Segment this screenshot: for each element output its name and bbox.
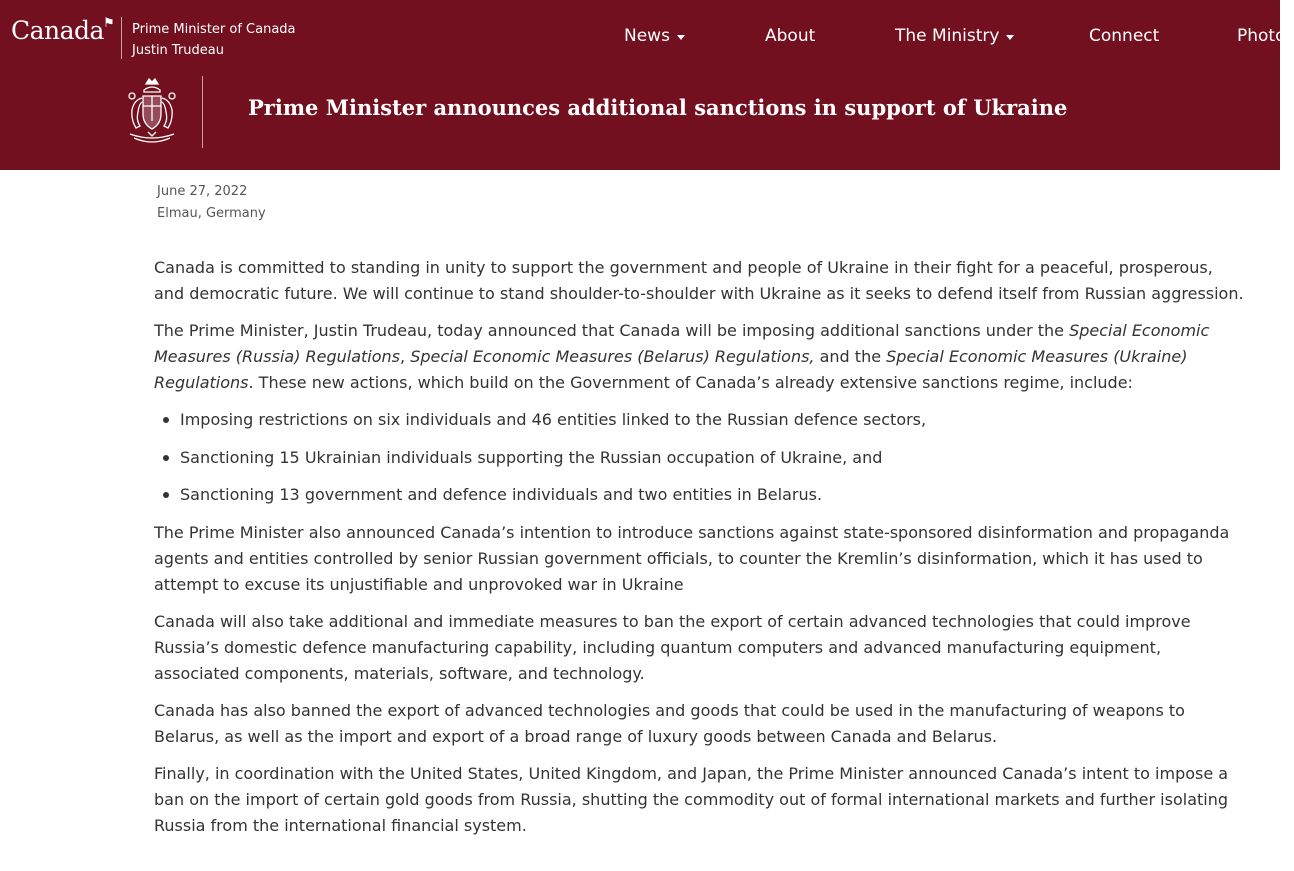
paragraph-gold-ban: Finally, in coordination with the United States, United Kingdom, and Japan, the Prime Minister announced Canada’s intent to impose a ban on the import of certain gold goods from Russia, shutting the commodity out of formal international markets and further isolating Russia from the international financial system. bbox=[154, 763, 1229, 835]
announcement-lead: The Prime Minister, Justin Trudeau, today announced that Canada will be imposing additional sanctions under the bbox=[154, 321, 1070, 340]
nav-connect[interactable] bbox=[1089, 24, 1159, 48]
paragraph-export-ban: Canada will also take additional and immediate measures to ban the export of certain advanced technologies that could improve Russia’s domestic defence manufacturing capability, including quantum computers and advanced manufacturing equipment, associated components, materials, software, and technology. bbox=[154, 611, 1191, 683]
paragraph-belarus-ban: Canada has also banned the export of advanced technologies and goods that could be used in the manufacturing of weapons to Belarus, as well as the import and export of a broad range of luxury goods between Canada and Belarus. bbox=[154, 700, 1185, 746]
office-holder: Justin Trudeau bbox=[132, 43, 224, 58]
release-date: June 27, 2022 bbox=[157, 184, 248, 199]
nav-about[interactable] bbox=[765, 24, 815, 48]
caret-down-icon bbox=[677, 35, 685, 40]
nav-photos[interactable] bbox=[1237, 24, 1294, 48]
office-name[interactable] bbox=[132, 19, 296, 61]
nav-the-ministry[interactable] bbox=[895, 24, 1014, 48]
paragraph-announcement bbox=[154, 318, 1246, 396]
office-title: Prime Minister of Canada bbox=[132, 22, 296, 37]
brand-divider bbox=[121, 17, 122, 59]
nav-connect-label: Connect bbox=[1089, 26, 1160, 46]
page-title: Prime Minister announces additional sanctions in support of Ukraine bbox=[248, 95, 1068, 120]
announcement-tail: . These new actions, which build on the Government of Canada’s already extensive sanctions regime, include: bbox=[248, 373, 1133, 392]
caret-down-icon bbox=[1006, 35, 1014, 40]
release-location: Elmau, Germany bbox=[157, 206, 266, 221]
release-meta bbox=[157, 181, 266, 225]
maple-leaf-flag-icon: ⚑ bbox=[102, 16, 115, 31]
announcement-separator-1: , bbox=[400, 347, 411, 366]
coat-of-arms-icon bbox=[122, 76, 182, 150]
announcement-separator-2: and the bbox=[814, 347, 887, 366]
regulation-ukraine: Special Economic Measures (Ukraine) Regulations bbox=[154, 347, 1188, 392]
nav-photos-label: Photos bbox=[1237, 26, 1294, 46]
site-header bbox=[0, 0, 1294, 170]
list-item: Sanctioning 13 government and defence individuals and two entities in Belarus. bbox=[154, 482, 1246, 508]
list-item: Sanctioning 15 Ukrainian individuals supporting the Russian occupation of Ukraine, and bbox=[154, 445, 1246, 471]
wordmark-text: Canada bbox=[11, 16, 104, 45]
canada-wordmark-logo[interactable] bbox=[11, 16, 115, 45]
article-body bbox=[154, 255, 1246, 850]
regulation-belarus: Special Economic Measures (Belarus) Regulations, bbox=[410, 347, 815, 366]
title-divider bbox=[202, 76, 203, 148]
regulation-russia: Special Economic Measures (Russia) Regulations bbox=[154, 321, 1210, 366]
sanctions-list bbox=[154, 407, 1246, 508]
paragraph-intro: Canada is committed to standing in unity to support the government and people of Ukraine in their fight for a peaceful, prosperous, and democratic future. We will continue to stand shoulder-to-shoulder with Ukraine as it seeks to defend itself from Russian aggression. bbox=[154, 258, 1244, 303]
nav-ministry-label: The Ministry bbox=[895, 26, 1000, 46]
nav-news-label: News bbox=[624, 26, 670, 46]
nav-news[interactable] bbox=[624, 24, 685, 48]
nav-about-label: About bbox=[765, 26, 816, 46]
list-item: Imposing restrictions on six individuals and 46 entities linked to the Russian defence sectors, bbox=[154, 407, 1246, 433]
paragraph-disinformation: The Prime Minister also announced Canada’s intention to introduce sanctions against state-sponsored disinformation and propaganda agents and entities controlled by senior Russian government officials, to counter the Kremlin’s disinformation, which it has used to attempt to excuse its unjustifiable and unprovoked war in Ukraine bbox=[154, 522, 1230, 594]
